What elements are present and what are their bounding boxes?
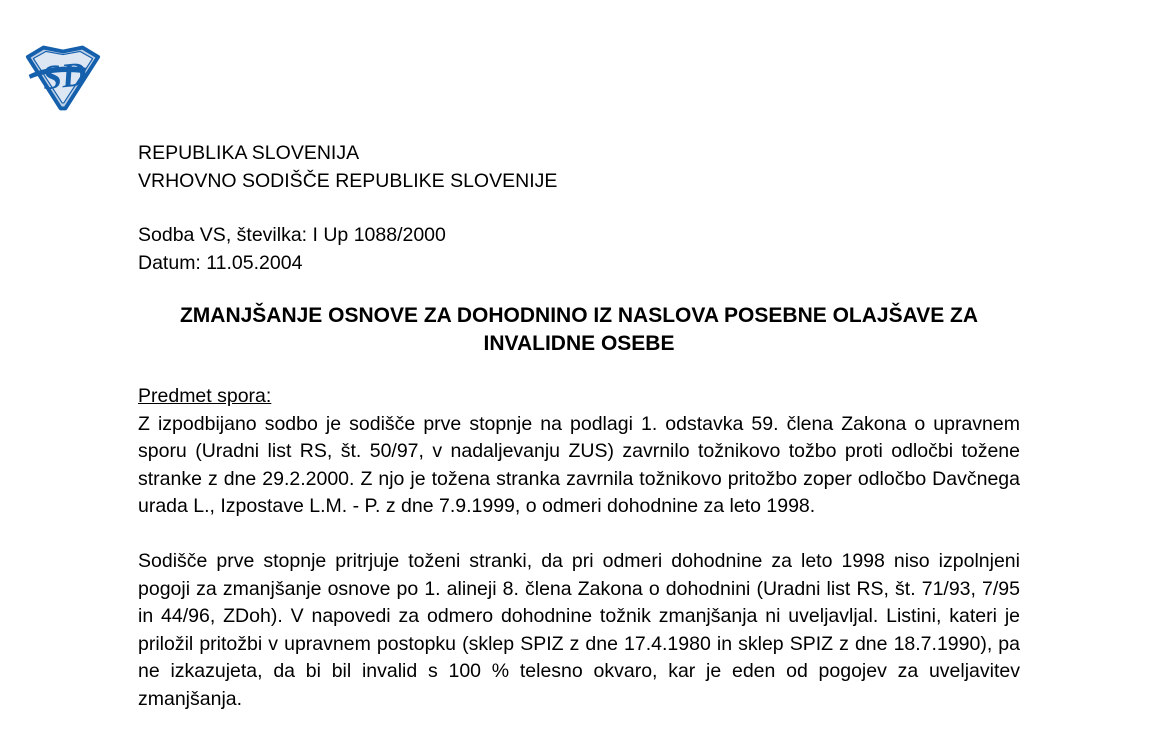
section-heading: Predmet spora:	[138, 385, 272, 407]
court-name: VRHOVNO SODIŠČE REPUBLIKE SLOVENIJE	[138, 169, 558, 192]
case-date-line: Datum: 11.05.2004	[138, 251, 303, 274]
logo-letters: SD	[40, 55, 89, 98]
document-content	[138, 140, 1020, 713]
body-paragraph: Z izpodbijano sodbo je sodišče prve stopnje na podlagi 1. odstavka 59. člena Zakona o upravnem sporu (Uradni list RS, št. 50/97, v nadaljevanju ZUS) zavrnilo tožnikovo tožbo proti odločbi tožene stranke z dne 29.2.2000. Z njo je tožena stranka zavrnila tožnikovo pritožbo zoper odločbo Davčnega urada L., Izpostave L.M. - P. z dne 7.9.1999, o odmeri dohodnine za leto 1998.	[138, 412, 1020, 517]
case-info	[138, 222, 1020, 277]
institution-header	[138, 140, 1020, 195]
case-number-line: Sodba VS, številka: I Up 1088/2000	[138, 224, 446, 246]
sd-shield-logo-icon	[24, 43, 102, 113]
body-paragraph: Sodišče prve stopnje pritrjuje toženi stranki, da pri odmeri dohodnine za leto 1998 niso izpolnjeni pogoji za zmanjšanje osnove po 1. alineji 8. člena Zakona o dohodnini (Uradni list RS, št. 71/93, 7/95 in 44/96, ZDoh). V napovedi za odmero dohodnine tožnik zmanjšanja ni uveljavljal. Listini, kateri je priložil pritožbi v upravnem postopku (sklep SPIZ z dne 17.4.1980 in sklep SPIZ z dne 18.7.1990), pa ne izkazujeta, da bi bil invalid s 100 % telesno okvaro, kar je eden od pogojev za uveljavitev zmanjšanja.	[138, 550, 1020, 710]
document-title: ZMANJŠANJE OSNOVE ZA DOHODNINO IZ NASLOVA POSEBNE OLAJŠAVE ZA INVALIDNE OSEBE	[179, 304, 979, 355]
subject-of-dispute-section	[138, 383, 1020, 713]
country-name: REPUBLIKA SLOVENIJA	[138, 142, 360, 164]
